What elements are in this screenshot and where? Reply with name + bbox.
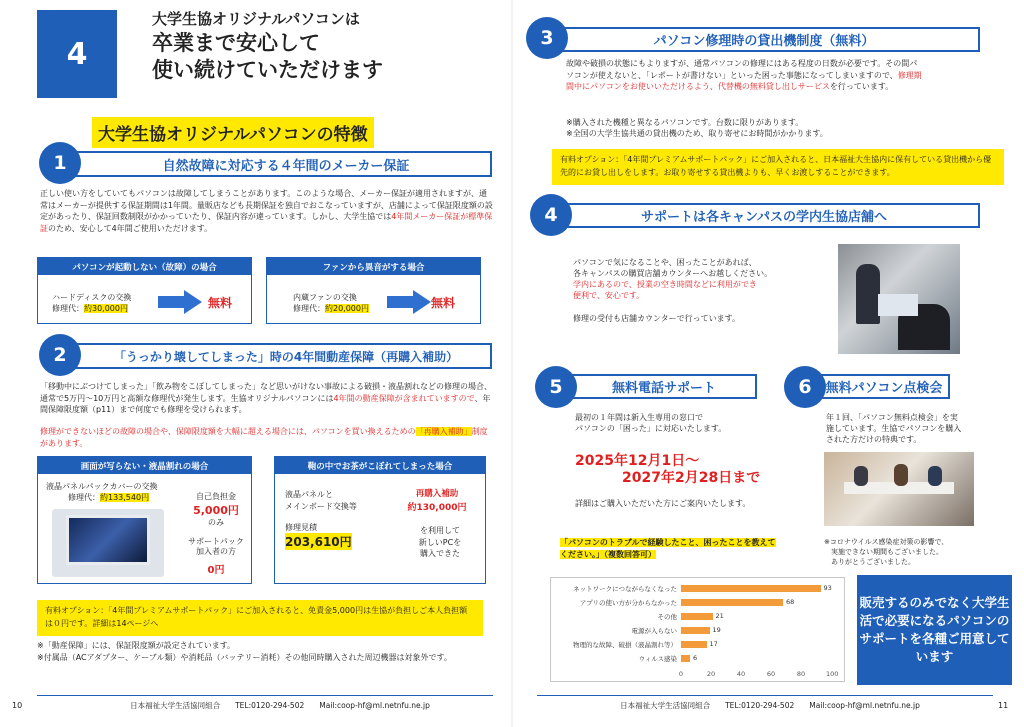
features-heading: 大学生協オリジナルパソコンの特徴: [92, 117, 374, 148]
page-title-line2: 卒業まで安心して: [152, 30, 320, 55]
section4-line3: 修理の受付も店舗カウンターで行っています。: [573, 314, 741, 323]
case-tea-cost: 203,610円: [285, 535, 352, 549]
section1-number: 1: [39, 142, 81, 184]
store-counter-photo: [838, 244, 960, 354]
case-boot-title: パソコンが起動しない（故障）の場合: [38, 258, 251, 275]
page-gutter: [511, 0, 513, 727]
chart-value-label: 17: [709, 640, 718, 648]
right-footer: 日本福祉大学生活協同組合 TEL:0120-294-502 Mail:coop-hf@ml.netnfu.ne.jp: [620, 701, 920, 710]
chapter-number: 4: [37, 10, 117, 98]
section3-number: 3: [526, 17, 568, 59]
section4-line2: 各キャンパスの購買店舗カウンターへお越しください。: [573, 269, 773, 278]
chart-plot-area: [681, 582, 841, 667]
chart-x-tick-label: 20: [706, 670, 716, 678]
case-tea-cost-label: 修理見積: [285, 523, 317, 532]
chart-value-label: 21: [715, 612, 724, 620]
section3-note-1: ※購入された機種と異なるパソコンです。台数に限りがあります。: [566, 118, 804, 127]
section2-title: 「うっかり壊してしまった」時の4年間動産保障（再購入補助）: [60, 343, 492, 369]
case-fan-item: 内蔵ファンの交換: [293, 293, 357, 302]
survey-title: 「パソコンのトラブルで経験したこと、困ったことを教えてください。」（複数回答可）: [560, 538, 776, 559]
chart-bar: [681, 641, 707, 648]
left-footer: 日本福祉大学生活協同組合 TEL:0120-294-502 Mail:coop-hf@ml.netnfu.ne.jp: [130, 701, 430, 710]
case-fan-noise: [266, 257, 481, 324]
page-title: [152, 10, 383, 84]
section5-title: 無料電話サポート: [557, 374, 757, 399]
section2-body: 「移動中にぶつけてしまった」「飲み物をこぼしてしまった」など思いがけない事故による破損・液晶割れなどの修理の場合、通常で5万円〜10万円と高額な修理代が発生します。生協オリジナルパソコンには4年間の動産保障が含まれていますので、年間保障限度額（p11）まで何度でも修理を受けられます。: [40, 382, 492, 415]
chart-category-label: アプリの使い方が分からなかった: [579, 599, 677, 607]
case-boot-failure: [37, 257, 252, 324]
case-screen-item: 液晶パネルパックカバーの交換: [46, 482, 158, 491]
person-figure: [928, 466, 942, 486]
left-footnote-1: ※「動産保障」には、保証限度額が設定されています。: [37, 641, 236, 650]
case-screen-title: 画面が写らない・液晶割れの場合: [38, 457, 251, 474]
chart-category-axis: [555, 582, 677, 667]
chart-value-label: 93: [823, 584, 832, 592]
case-screen-support-label: サポートパック加入者の方: [188, 537, 244, 557]
case-fan-result: 無料: [431, 296, 456, 310]
support-message-block: 販売するのみでなく大学生活で必要になるパソコンのサポートを各種ご用意しています: [857, 575, 1012, 685]
chart-value-label: 19: [712, 626, 721, 634]
chart-bar: [681, 599, 783, 606]
chart-value-label: 68: [786, 598, 795, 606]
section4-title: サポートは各キャンパスの学内生協店舗へ: [548, 203, 980, 228]
case-tea-title: 鞄の中でお茶がこぼれてしまった場合: [275, 457, 485, 474]
case-screen-self-unit: のみ: [208, 518, 224, 527]
chart-bar: [681, 613, 713, 620]
section5-line2: パソコンの「困った」に対応いたします。: [575, 424, 727, 433]
chart-category-label: その他: [657, 613, 677, 621]
case-boot-cost: 修理代：約30,000円: [52, 304, 128, 313]
section5-line1: 最初の１年間は新入生専用の窓口で: [575, 413, 703, 422]
case-boot-item: ハードディスクの交換: [52, 293, 132, 302]
section1-title: 自然故障に対応する４年間のメーカー保証: [60, 151, 492, 177]
case-screen-cost: 修理代：約133,540円: [68, 493, 150, 502]
right-option-note: 有料オプション：「4年間プレミアムサポートパック」にご加入されると、日本福祉大生協内に保有している貸出機から優先的にお貸し出しをします。お取り寄せする貸出機よりも、早くお渡しすることができます。: [552, 149, 1004, 185]
chart-x-tick-label: 0: [678, 670, 684, 678]
section6-note2: 実施できない期間もございました。: [824, 548, 943, 556]
section2-note: 修理ができないほどの故障の場合や、保障限度額を大幅に超える場合には、パソコンを買い換えるための「再購入補助」制度があります。: [40, 427, 488, 448]
chart-category-label: ネットワークにつながらなくなった: [573, 585, 677, 593]
section6-line2: 施しています。生協でパソコンを購入: [826, 424, 962, 433]
laptop-on-counter: [878, 294, 918, 316]
case-tea-item: 液晶パネルと メインボード交換等: [285, 490, 357, 511]
section2-number: 2: [39, 334, 81, 376]
case-tea-spill: [274, 456, 486, 584]
page-title-line1: 大学生協オリジナルパソコンは: [152, 10, 360, 28]
chart-bar: [681, 655, 690, 662]
left-page-number: 10: [12, 701, 23, 710]
section3-title: パソコン修理時の貸出機制度（無料）: [548, 27, 980, 52]
right-footer-rule: [537, 695, 993, 696]
section3-note-2: ※全国の大学生協共通の貸出機のため、取り寄せにお時間がかかります。: [566, 129, 828, 138]
person-figure: [894, 464, 908, 486]
chart-category-label: 物理的な故障、破損（液晶割れ等）: [573, 641, 677, 649]
survey-chart: [550, 577, 845, 682]
case-tea-aid-label: 再購入補助: [415, 489, 459, 499]
section3-body: 故障や破損の状態にもよりますが、通常パソコンの修理にはある程度の日数が必要です。その間パソコンが使えないと、「レポートが書けない」といった困った事態になってしまいますので、修理期間中にパソコンをお使いいただけるよう、代替機の無料貸し出しサービスを行っています。: [566, 59, 922, 92]
chart-bar: [681, 627, 710, 634]
case-fan-cost: 修理代：約20,000円: [293, 304, 369, 313]
inspection-event-photo: [824, 452, 974, 526]
case-screen-self: 5,000円: [193, 504, 239, 517]
page-title-line3: 使い続けていただけます: [152, 57, 383, 82]
case-boot-result: 無料: [208, 296, 233, 310]
section6-title: 無料パソコン点検会: [806, 374, 950, 399]
chart-category-label: 電源が入らない: [631, 627, 677, 635]
case-tea-aid: 約130,000円: [407, 503, 467, 513]
laptop-screen: [66, 515, 150, 565]
left-option-note: 有料オプション：「4年間プレミアムサポートパック」にご加入されると、免責金5,000円は生協が負担しご本人負担額は０円です。詳細は14ページへ: [37, 600, 483, 636]
section6-note1: ※コロナウイルス感染症対策の影響で、: [824, 538, 949, 546]
case-fan-title: ファンから異音がする場合: [267, 258, 480, 275]
section4-red2: 便利で、安心です。: [573, 291, 645, 300]
chart-x-tick-label: 40: [736, 670, 746, 678]
chart-category-label: ウィルス感染: [638, 655, 677, 663]
arrow-right-icon: [158, 290, 202, 314]
section4-line1: パソコンで気になることや、困ったことがあれば、: [573, 258, 757, 267]
section6-note3: ありがとうございました。: [824, 558, 915, 566]
chart-x-tick-label: 60: [766, 670, 776, 678]
laptop-photo: [52, 509, 164, 577]
case-screen-broken: [37, 456, 252, 584]
section5-date-start: 2025年12月1日〜: [575, 453, 700, 469]
right-page-number: 11: [998, 701, 1009, 710]
person-figure: [854, 466, 868, 486]
section5-line3: 詳細はご購入いただいた方にご案内いたします。: [575, 499, 751, 508]
section1-body: 正しい使い方をしていてもパソコンは故障してしまうことがあります。このような場合、メーカー保証が適用されますが、通常はメーカーが提供する保証期間は1年間。量販店なども長期保証を独自でおこなっていますが、店舗によって保証限度額の設定があったり、保証回数制限がかかっていたり、保証内容が違っています。しかし、大学生協では4年間メーカー保証が標準保証のため、安心して4年間ご使用いただけます。: [40, 189, 493, 233]
arrow-right-icon: [387, 290, 431, 314]
section4-number: 4: [530, 194, 572, 236]
section6-line1: 年１回、「パソコン無料点検会」を実: [826, 413, 958, 422]
chart-x-tick-label: 100: [826, 670, 839, 678]
section6-number: 6: [784, 366, 826, 408]
staff-figure: [856, 264, 880, 324]
section4-red1: 学内にあるので、授業の空き時間などに利用ができ: [573, 280, 757, 289]
case-tea-aid-tail: を利用して 新しいPCを 購入できた: [418, 526, 462, 559]
case-screen-self-label: 自己負担金: [196, 492, 236, 501]
section6-line3: された方だけの特典です。: [826, 435, 922, 444]
chart-bar: [681, 585, 821, 592]
chart-value-label: 6: [693, 654, 698, 662]
left-footer-rule: [37, 695, 493, 696]
chart-x-axis: [678, 670, 841, 680]
left-footnote-2: ※付属品（ACアダプター、ケーブル類）や消耗品（バッテリー消耗）その他同時購入された周辺機器は対象外です。: [37, 653, 452, 662]
chart-x-tick-label: 80: [796, 670, 806, 678]
section5-number: 5: [535, 366, 577, 408]
section5-date-end: 2027年2月28日まで: [622, 470, 761, 486]
case-screen-support: 0円: [207, 565, 225, 576]
